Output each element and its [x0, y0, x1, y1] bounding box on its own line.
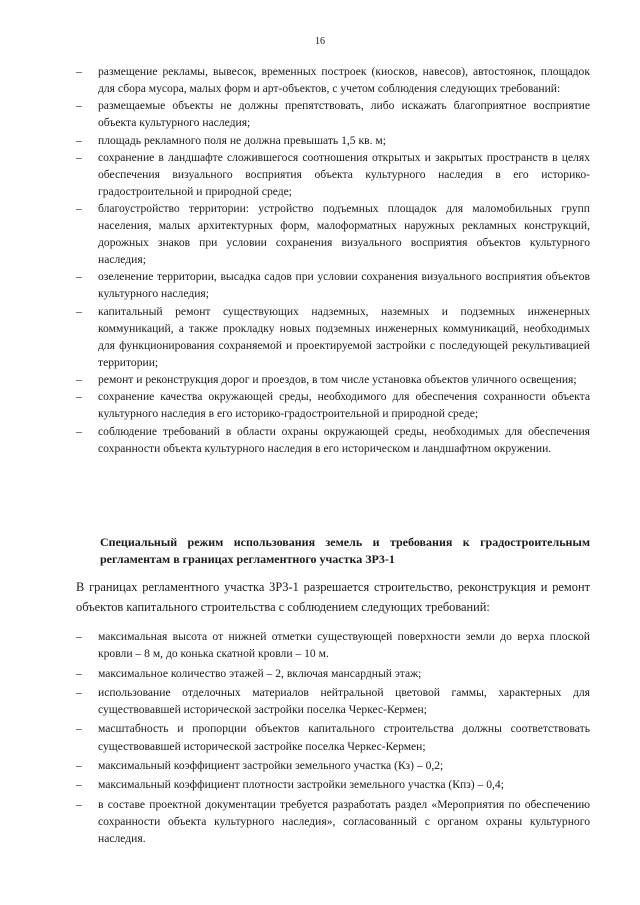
bullet-dash: – — [76, 150, 82, 164]
list-item-text: ремонт и реконструкция дорог и проездов, в том числе установка объектов уличного освещения; — [98, 373, 577, 387]
list-item — [76, 97, 590, 131]
list-item — [76, 268, 590, 302]
list-item — [76, 303, 590, 371]
list-item — [76, 371, 590, 388]
bullet-dash: – — [76, 685, 82, 699]
list-item — [76, 665, 590, 682]
bullet-dash: – — [76, 424, 82, 438]
list-item-text: использование отделочных материалов нейтральной цветовой гаммы, характерных для существовавшей исторической застройки поселка Черкес-Кермен; — [98, 685, 590, 717]
bullet-dash: – — [76, 99, 82, 113]
list-item-text: максимальная высота от нижней отметки существующей поверхности земли до верха плоской кровли – 8 м, до конька скатной кровли – 10 м. — [98, 630, 590, 661]
list-item-text: максимальный коэффициент застройки земельного участка (Кз) – 0,2; — [98, 759, 444, 773]
list-item-text: сохранение в ландшафте сложившегося соотношения открытых и закрытых пространств в целях обеспечения визуального восприятия объекта культурного наследия в его историко-градостроительной и природной среде; — [98, 150, 590, 198]
requirements-list-2 — [76, 628, 590, 850]
bullet-dash: – — [76, 390, 82, 404]
bullet-dash: – — [76, 270, 82, 284]
list-item-text: размещаемые объекты не должны препятствовать, либо искажать благоприятное восприятие объекта культурного наследия; — [98, 99, 590, 130]
section-intro-paragraph: В границах регламентного участка ЗР3-1 разрешается строительство, реконструкция и ремонт объектов капитального строительства с соблюдением следующих требований: — [76, 580, 590, 614]
section-heading: Специальный режим использования земель и требования к градостроительным регламентам в границах регламентного участка ЗР3-1 — [100, 535, 590, 566]
requirements-list-1 — [76, 63, 590, 457]
bullet-dash: – — [76, 133, 82, 147]
list-item — [76, 776, 590, 793]
list-item — [76, 388, 590, 422]
bullet-dash: – — [76, 778, 82, 792]
list-item-text: сохранение качества окружающей среды, необходимого для обеспечения сохранности объекта культурного наследия в его историко-градостроительной и природной среде; — [98, 390, 590, 421]
list-item-text: соблюдение требований в области охраны окружающей среды, необходимых для обеспечения сохранности объекта культурного наследия в его историческом и ландшафтном окружении. — [98, 424, 590, 455]
bullet-dash: – — [76, 797, 82, 811]
list-item — [76, 757, 590, 774]
list-item — [76, 149, 590, 200]
list-item — [76, 423, 590, 457]
bullet-dash: – — [76, 373, 82, 387]
list-item — [76, 796, 590, 848]
list-item — [76, 63, 590, 97]
list-item-text: озеленение территории, высадка садов при условии сохранения визуального восприятия объектов культурного наследия; — [98, 270, 590, 301]
list-item — [76, 684, 590, 719]
list-item-text: в составе проектной документации требуется разработать раздел «Мероприятия по обеспечению сохранности объекта культурного наследия», согласованный с органом охраны культурного наследия. — [98, 797, 590, 846]
page-number: 16 — [315, 36, 325, 47]
bullet-dash: – — [76, 759, 82, 773]
list-item — [76, 132, 590, 149]
bullet-dash: – — [76, 722, 82, 736]
bullet-dash: – — [76, 202, 82, 216]
list-item-text: благоустройство территории: устройство подъемных площадок для маломобильных групп населения, малых архитектурных форм, малоформатных наружных рекламных конструкций, дорожных знаков при условии сохранения визуального восприятия объектов культурного наследия; — [98, 202, 590, 267]
list-item-text: площадь рекламного поля не должна превышать 1,5 кв. м; — [98, 133, 386, 147]
bullet-dash: – — [76, 630, 82, 643]
list-item-text: максимальный коэффициент плотности застройки земельного участка (Кпз) – 0,4; — [98, 778, 504, 792]
list-item — [76, 200, 590, 268]
list-item-text: размещение рекламы, вывесок, временных построек (киосков, навесов), автостоянок, площадок для сбора мусора, малых форм и арт-объектов, с учетом соблюдения следующих требований: — [98, 65, 590, 95]
list-item-text: капитальный ремонт существующих надземных, наземных и подземных инженерных коммуникаций, а также прокладку новых подземных инженерных коммуникаций, необходимых для функционирования сохраняемой и проектируемой застройки с последующей рекультивацией территории; — [98, 304, 590, 369]
list-item-text: максимальное количество этажей – 2, включая мансардный этаж; — [98, 666, 422, 680]
bullet-dash: – — [76, 666, 82, 680]
list-item — [76, 628, 590, 663]
list-item — [76, 720, 590, 755]
bullet-dash: – — [76, 65, 82, 78]
bullet-dash: – — [76, 304, 82, 318]
list-item-text: масштабность и пропорции объектов капитального строительства должны соответствовать существовавшей исторической застройке поселка Черкес-Кермен; — [98, 722, 590, 753]
